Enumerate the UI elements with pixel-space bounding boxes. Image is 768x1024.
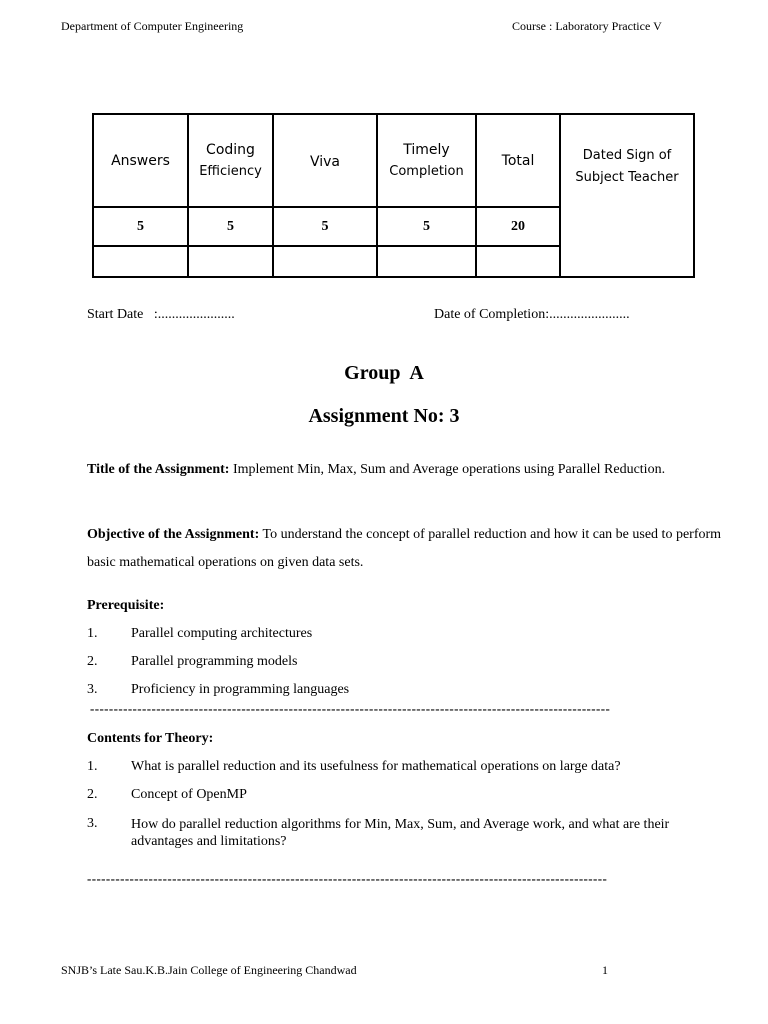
theory-num-3: 3. <box>87 816 98 831</box>
header-timely-completion <box>377 114 476 207</box>
theory-num-1: 1. <box>87 759 98 774</box>
obtained-viva-cell <box>273 246 377 277</box>
marks-header-row <box>93 114 694 207</box>
obtained-coding-cell <box>188 246 273 277</box>
separator-line-2: -------------------------------------------------------------------------------------------------------------- <box>87 871 608 886</box>
theory-heading: Contents for Theory: <box>87 731 214 746</box>
prerequisite-num-1: 1. <box>87 626 98 641</box>
header-answers <box>93 114 188 207</box>
assignment-title-paragraph <box>87 456 727 484</box>
header-department: Department of Computer Engineering <box>61 19 244 33</box>
header-dated-sign <box>560 114 694 277</box>
footer-page-number: 1 <box>602 963 608 977</box>
objective-paragraph <box>87 521 727 577</box>
theory-num-2: 2. <box>87 787 98 802</box>
max-marks-answers: 5 <box>93 207 188 246</box>
theory-item-3: How do parallel reduction algorithms for Min, Max, Sum, and Average work, and what are their advantages and limitations? <box>131 817 670 849</box>
separator-line-1: -------------------------------------------------------------------------------------------------------------- <box>90 701 611 716</box>
header-answers-label: Answers <box>111 152 170 169</box>
header-timely-label: Timely <box>403 141 450 158</box>
obtained-total-cell <box>476 246 560 277</box>
sign-line2: Subject Teacher <box>575 170 679 185</box>
sign-line1: Dated Sign of <box>582 148 672 163</box>
prerequisite-heading: Prerequisite: <box>87 598 165 613</box>
prerequisite-item-2: Parallel programming models <box>131 654 298 669</box>
header-total <box>476 114 560 207</box>
max-marks-timely: 5 <box>377 207 476 246</box>
header-course: Course : Laboratory Practice V <box>512 19 662 33</box>
header-total-label: Total <box>501 152 535 169</box>
header-viva <box>273 114 377 207</box>
obtained-answers-cell <box>93 246 188 277</box>
header-coding-label: Coding <box>206 141 255 158</box>
header-viva-label: Viva <box>309 154 341 170</box>
header-completion-label: Completion <box>389 163 464 179</box>
group-title: Group A <box>344 362 424 384</box>
assignment-title-label: Title of the Assignment: <box>87 462 230 477</box>
max-marks-total: 20 <box>476 207 560 246</box>
header-coding-efficiency <box>188 114 273 207</box>
header-efficiency-label: Efficiency <box>199 163 262 179</box>
obtained-timely-cell <box>377 246 476 277</box>
max-marks-viva: 5 <box>273 207 377 246</box>
footer-college: SNJB’s Late Sau.K.B.Jain College of Engineering Chandwad <box>61 963 357 977</box>
objective-label: Objective of the Assignment: <box>87 527 260 542</box>
theory-item-2: Concept of OpenMP <box>131 787 247 802</box>
prerequisite-num-3: 3. <box>87 682 98 697</box>
assignment-title: Assignment No: 3 <box>308 405 460 427</box>
marks-table <box>92 113 695 278</box>
completion-date: Date of Completion:....................... <box>434 307 630 322</box>
prerequisite-item-3: Proficiency in programming languages <box>131 682 350 697</box>
start-date: Start Date :...................... <box>87 307 235 322</box>
max-marks-coding: 5 <box>188 207 273 246</box>
theory-item-1: What is parallel reduction and its usefulness for mathematical operations on large data? <box>131 759 621 774</box>
assignment-title-text: Implement Min, Max, Sum and Average operations using Parallel Reduction. <box>229 462 666 477</box>
prerequisite-item-1: Parallel computing architectures <box>131 626 313 641</box>
prerequisite-num-2: 2. <box>87 654 98 669</box>
objective-text: To understand the concept of parallel reduction and how it can be used to perform basic mathematical operations on given data sets. <box>87 527 722 570</box>
